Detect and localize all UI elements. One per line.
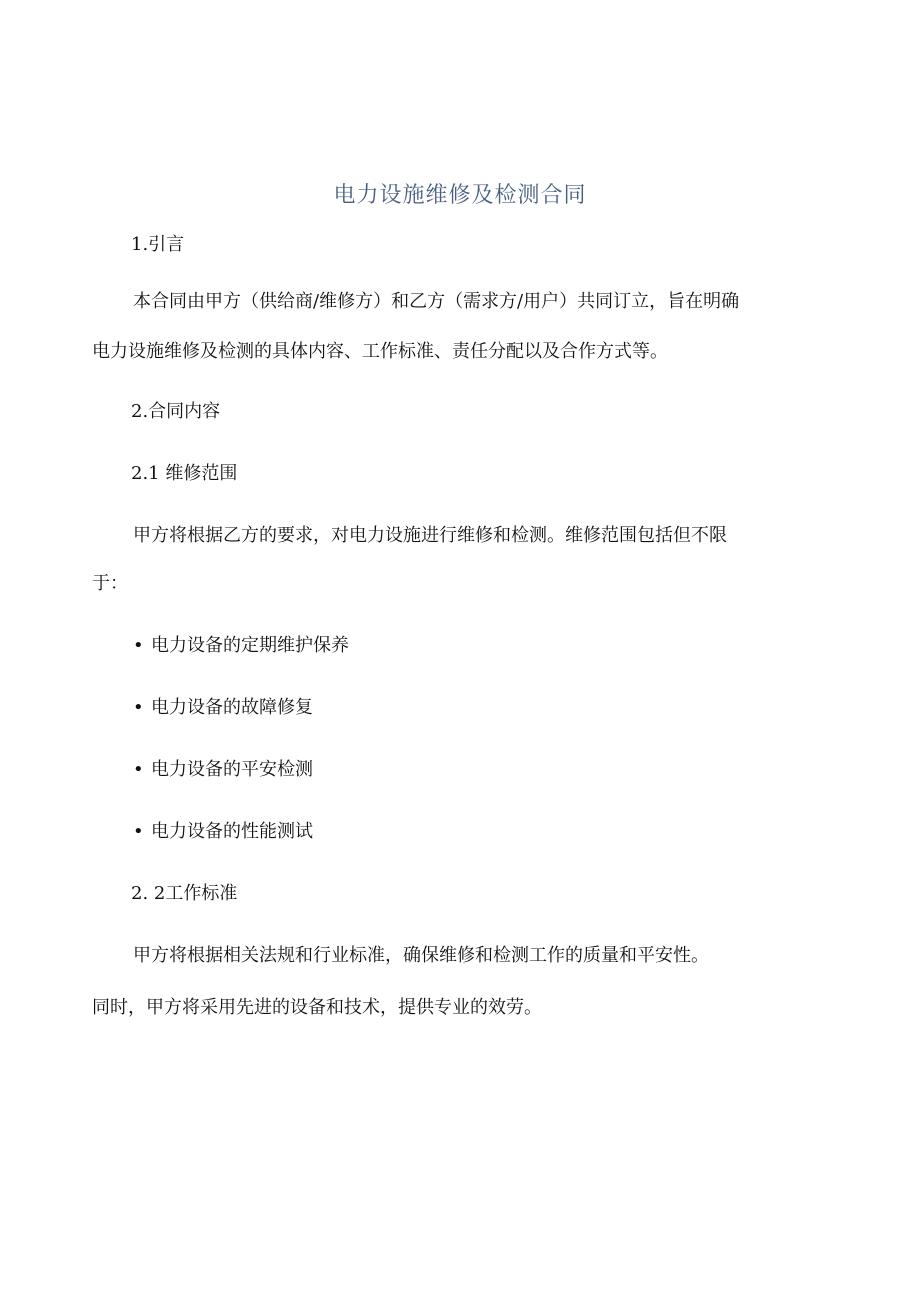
list-item [133,758,313,782]
list-item-text: 电力设备的平安检测 [151,759,313,780]
list-item-text: 电力设备的定期维护保养 [151,635,349,656]
section-1-paragraph-line-2: 电力设施维修及检测的具体内容、工作标准、责任分配以及合作方式等。 [92,341,668,362]
bullet-icon: • [133,759,144,780]
list-item-text: 电力设备的性能测试 [151,821,313,842]
bullet-icon: • [133,697,144,718]
section-1-heading: 1.引言 [131,234,185,255]
section-2-2-paragraph-line-1: 甲方将根据相关法规和行业标准，确保维修和检测工作的质量和平安性。 [133,945,709,966]
bullet-icon: • [133,635,144,656]
list-item [133,696,313,720]
document-title: 电力设施维修及检测合同 [333,183,587,208]
section-1-paragraph-line-1: 本合同由甲方（供给商/维修方）和乙方（需求方/用户）共同订立，旨在明确 [133,291,740,312]
section-2-heading: 2.合同内容 [131,401,221,422]
list-item-text: 电力设备的故障修复 [151,697,313,718]
section-2-2-paragraph-line-2: 同时，甲方将采用先进的设备和技术，提供专业的效劳。 [92,997,542,1018]
bullet-icon: • [133,821,144,842]
section-2-1-paragraph-line-2: 于： [92,573,128,594]
section-2-1-paragraph-line-1: 甲方将根据乙方的要求，对电力设施进行维修和检测。维修范围包括但不限 [133,525,727,546]
section-2-1-heading: 2.1 维修范围 [131,463,238,484]
list-item [133,820,313,844]
list-item [133,634,349,658]
section-2-2-heading: 2. 2工作标准 [131,883,238,904]
